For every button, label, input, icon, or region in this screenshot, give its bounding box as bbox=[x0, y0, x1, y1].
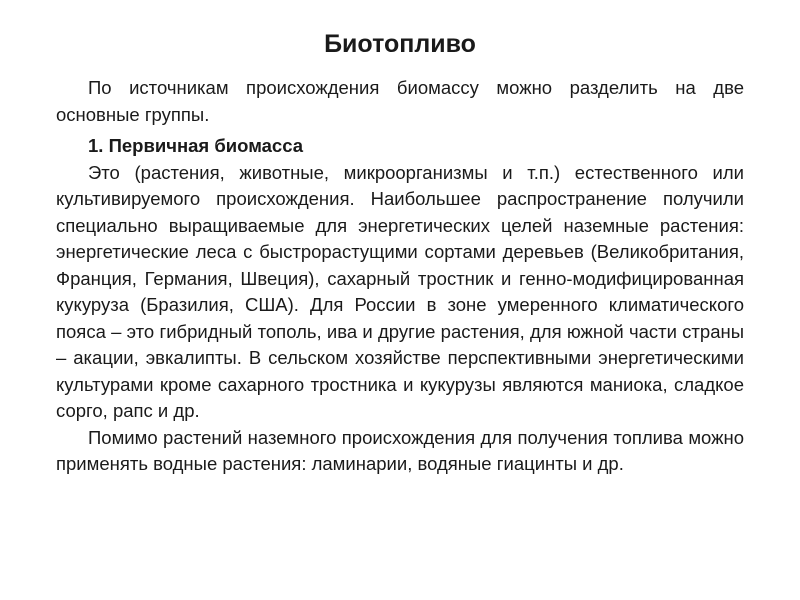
slide-body bbox=[56, 133, 744, 478]
section-heading: 1. Первичная биомасса bbox=[88, 135, 304, 156]
intro-paragraph: По источникам происхождения биомассу можно разделить на две основные группы. bbox=[56, 77, 744, 125]
slide-title: Биотопливо bbox=[324, 30, 476, 58]
paragraph-aquatic-plants: Помимо растений наземного происхождения для получения топлива можно применять водные растения: ламинарии, водяные гиацинты и др. bbox=[56, 426, 744, 474]
paragraph-primary-biomass: Это (растения, животные, микроорганизмы и т.п.) естественного или культивируемого происхождения. Наибольшее распространение получили специально выращиваемые для энергетических целей наземные растения: энергетические леса с быстрорастущими сортами деревьев (Великобритания, Франция, Германия, Швеция), сахарный тростник и генно-модифицированная кукуруза (Бразилия, США). Для России в зоне умеренного климатического пояса – это гибридный тополь, ива и другие растения, для южной части страны – акации, эвкалипты. В сельском хозяйстве перспективными энергетическими культурами кроме сахарного тростника и кукурузы являются маниока, сладкое сорго, рапс и др. bbox=[56, 161, 744, 421]
